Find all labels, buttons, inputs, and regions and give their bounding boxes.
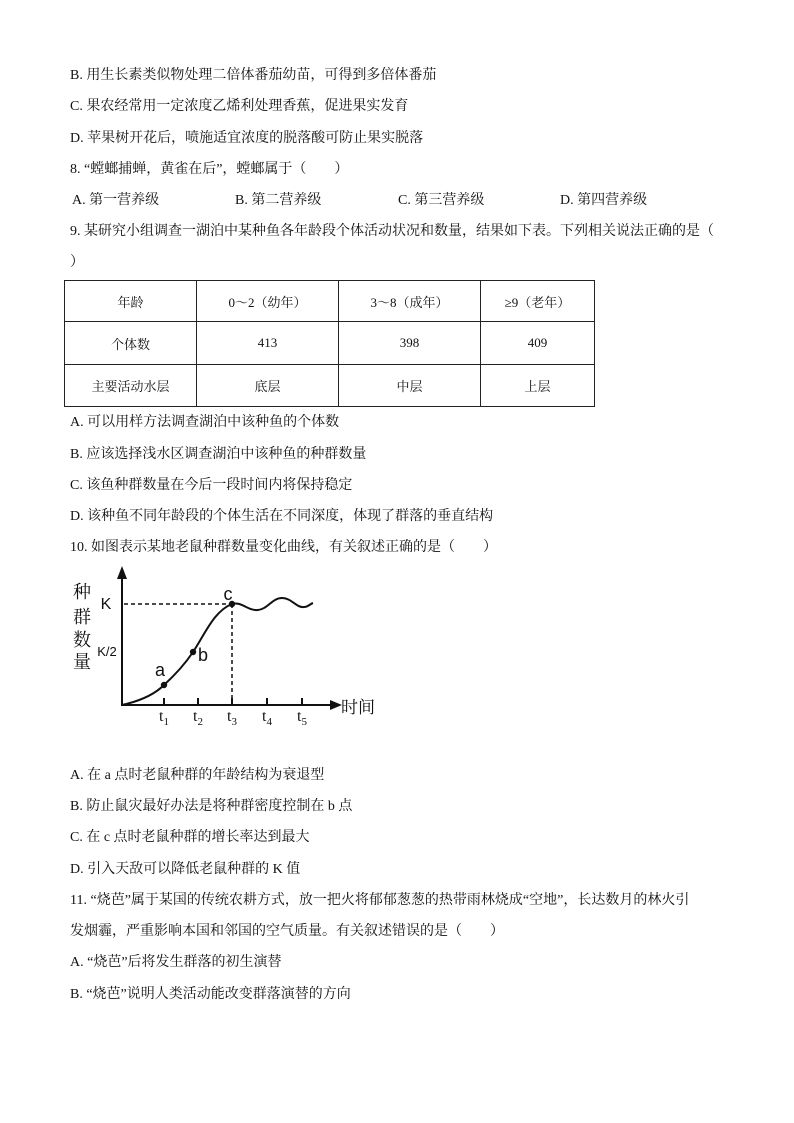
x-tick-label-sub: 3 xyxy=(231,716,237,728)
point-a-marker xyxy=(161,682,167,688)
q8-option-c: C. 第三营养级 xyxy=(398,193,485,208)
half-k-label: K/2 xyxy=(97,644,117,659)
table-header-cell: 年龄 xyxy=(65,281,197,322)
q9-option-a: A. 可以用样方法调查湖泊中该种鱼的个体数 xyxy=(70,415,340,430)
x-axis-label: 时间 xyxy=(341,698,375,717)
q9-stem-line-2: ） xyxy=(70,255,84,270)
q9-option-d: D. 该种鱼不同年龄段的个体生活在不同深度，体现了群落的垂直结构 xyxy=(70,509,494,524)
population-curve xyxy=(122,598,313,705)
x-tick-label-base: t xyxy=(193,708,198,725)
q9-data-table xyxy=(64,280,595,407)
q11-option-b: B. “烧芭”说明人类活动能改变群落演替的方向 xyxy=(70,987,351,1002)
q9-option-b: B. 应该选择浅水区调查湖泊中该种鱼的种群数量 xyxy=(70,447,367,462)
y-axis-label-char: 群 xyxy=(73,607,91,627)
k-label: K xyxy=(100,596,112,613)
table-header-row xyxy=(65,281,595,322)
q8-stem: 8. “螳螂捕蝉，黄雀在后”，螳螂属于（ ） xyxy=(70,162,349,177)
table-cell: 中层 xyxy=(339,365,481,407)
table-row xyxy=(65,365,595,407)
q9-option-c: C. 该鱼种群数量在今后一段时间内将保持稳定 xyxy=(70,478,353,493)
point-b-marker xyxy=(190,649,196,655)
y-axis-label-char: 数 xyxy=(73,630,91,650)
q10-option-a: A. 在 a 点时老鼠种群的年龄结构为衰退型 xyxy=(70,768,325,783)
x-tick-label-sub: 4 xyxy=(266,716,272,728)
x-tick-label-sub: 1 xyxy=(163,716,169,728)
table-header-cell: 3～8（成年） xyxy=(339,281,481,322)
table-cell: 底层 xyxy=(197,365,339,407)
x-tick-label xyxy=(193,708,203,728)
x-tick-label-base: t xyxy=(159,708,164,725)
q11-option-a: A. “烧芭”后将发生群落的初生演替 xyxy=(70,955,282,970)
q7-option-c: C. 果农经常用一定浓度乙烯利处理香蕉，促进果实发育 xyxy=(70,99,409,114)
q8-option-a: A. 第一营养级 xyxy=(72,193,160,208)
x-tick-label xyxy=(297,708,307,728)
x-tick-label-sub: 5 xyxy=(301,716,307,728)
q9-stem-line-1: 9. 某研究小组调查一湖泊中某种鱼各年龄段个体活动状况和数量，结果如下表。下列相关说法正确的是（ xyxy=(70,224,714,239)
table-header-cell: 0～2（幼年） xyxy=(197,281,339,322)
table-header-cell: ≥9（老年） xyxy=(481,281,595,322)
x-tick-label xyxy=(262,708,272,728)
point-a-label: a xyxy=(154,660,166,680)
q10-option-d: D. 引入天敌可以降低老鼠种群的 K 值 xyxy=(70,862,301,877)
q10-stem: 10. 如图表示某地老鼠种群数量变化曲线，有关叙述正确的是（ ） xyxy=(70,540,497,555)
y-axis-label-char: 量 xyxy=(73,652,91,672)
q10-option-b: B. 防止鼠灾最好办法是将种群密度控制在 b 点 xyxy=(70,799,353,814)
x-tick-label xyxy=(159,708,169,728)
point-b-label: b xyxy=(197,645,209,665)
table-cell: 413 xyxy=(197,322,339,365)
y-axis-arrow-icon xyxy=(117,566,127,579)
q11-stem-line-2: 发烟霾，严重影响本国和邻国的空气质量。有关叙述错误的是（ ） xyxy=(70,924,504,939)
x-tick-label-sub: 2 xyxy=(197,716,203,728)
x-tick-label-base: t xyxy=(227,708,232,725)
population-growth-figure xyxy=(60,560,390,740)
table-cell: 上层 xyxy=(481,365,595,407)
q7-option-b: B. 用生长素类似物处理二倍体番茄幼苗，可得到多倍体番茄 xyxy=(70,68,437,83)
point-c-label: c xyxy=(223,584,233,604)
x-tick-label xyxy=(227,708,237,728)
table-cell: 398 xyxy=(339,322,481,365)
table-cell: 主要活动水层 xyxy=(65,365,197,407)
q10-option-c: C. 在 c 点时老鼠种群的增长率达到最大 xyxy=(70,830,310,845)
q7-option-d: D. 苹果树开花后，喷施适宜浓度的脱落酸可防止果实脱落 xyxy=(70,131,424,146)
table-cell: 409 xyxy=(481,322,595,365)
q8-option-d: D. 第四营养级 xyxy=(560,193,648,208)
x-tick-label-base: t xyxy=(297,708,302,725)
x-tick-label-base: t xyxy=(262,708,267,725)
q11-stem-line-1: 11. “烧芭”属于某国的传统农耕方式，放一把火将郁郁葱葱的热带雨林烧成“空地”，长达数月的林火引 xyxy=(70,893,690,908)
y-axis-label-char: 种 xyxy=(73,582,91,602)
table-cell: 个体数 xyxy=(65,322,197,365)
table-row xyxy=(65,322,595,365)
q8-option-b: B. 第二营养级 xyxy=(235,193,322,208)
